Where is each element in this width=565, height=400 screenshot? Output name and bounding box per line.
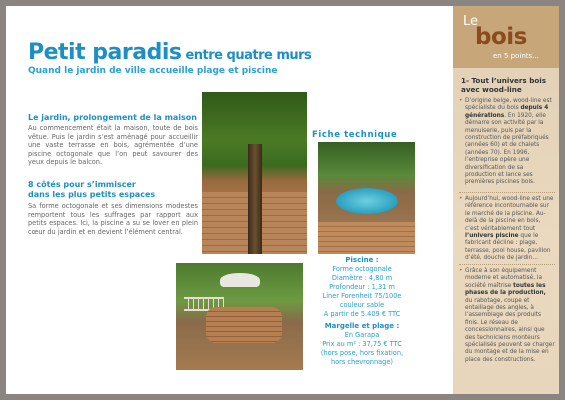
piscine-line: Profondeur : 1,31 m — [329, 283, 395, 291]
octagonal-pool-shape — [206, 307, 282, 343]
sidebar-divider — [459, 192, 555, 193]
bullet-bold: toutes les phases de la production, — [465, 282, 546, 297]
technical-specs — [302, 256, 422, 367]
bullet-text: Aujourd’hui, wood-line est une référence incontournable sur le marché de la piscine. Au-delà de la piscine en bois, c’est véritablement tout — [465, 196, 554, 232]
garden-tree-photo — [202, 92, 307, 254]
bullet-text: . En 1920, elle démarre son activité par la menuiserie, puis par la construction de préfabriqués (années 60) et de chalets (années 70). En 1996, l’entreprise opère une diversification de sa production et lance ses premières piscines bois. — [465, 112, 549, 186]
page-title — [28, 40, 311, 65]
margelle-label: Margelle et plage : — [324, 322, 400, 330]
piscine-line: Forme octogonale — [332, 265, 392, 273]
section1-heading: Le jardin, prolongement de la maison — [28, 113, 197, 122]
page-subtitle: Quand le jardin de ville accueille plage et piscine — [28, 66, 278, 76]
sidebar-bois: bois — [475, 24, 527, 50]
sidebar-panel — [453, 6, 559, 394]
piscine-line: couleur sable — [339, 301, 385, 309]
pool-photo-bottom — [176, 263, 303, 370]
bullet-dot-icon: • — [459, 196, 463, 202]
piscine-line: A partir de 5.409 € TTC — [323, 310, 401, 318]
tree-trunk-shape — [248, 144, 262, 254]
margelle-line: En Garapa — [344, 331, 380, 339]
sidebar-heading: 1- Tout l’univers bois avec wood-line — [461, 76, 547, 94]
fiche-title: Fiche technique — [312, 130, 398, 140]
piscine-label: Piscine : — [345, 256, 379, 264]
pool-water-shape — [336, 188, 398, 214]
section2-text: Sa forme octogonale et ses dimensions modestes remportent tous les suffrages par rapport aux petits espaces. Ici, la piscine a su se lover en plein cœur du jardin et en devient l’élément central. — [28, 202, 198, 236]
page — [6, 6, 559, 394]
sidebar-bullet — [459, 98, 555, 187]
sidebar-le: Le — [463, 14, 479, 29]
umbrella-shape — [220, 273, 260, 287]
margelle-line: hors chevronnage) — [330, 358, 394, 366]
bullet-bold: depuis 4 générations — [465, 105, 549, 119]
bullet-dot-icon: • — [459, 268, 463, 274]
section1-text: Au commencement était la maison, toute de bois vêtue. Puis le jardin s’est aménagé pour accueillir une vaste terrasse en bois, agrémentée d’une piscine octogonale que l’on peut savourer des yeux depuis le balcon. — [28, 124, 198, 167]
sidebar-bullet — [459, 196, 555, 263]
sidebar-subtitle: en 5 points... — [493, 52, 539, 60]
section2-heading-line1: 8 côtés pour s’immiscer — [28, 180, 136, 189]
pool-photo-top — [318, 142, 415, 254]
bullet-text: du rabotage, coupe et entaillage des angles, à l’assemblage des produits finis. Le réseau de concessionnaires, ainsi que des techniciens monteurs spécialisés peuvent se charger du montage et de la mise en place des constructions. — [465, 297, 555, 363]
sidebar-divider — [459, 264, 555, 265]
piscine-line: Liner Forenheit 75/100e — [322, 292, 402, 300]
piscine-line: Diamètre : 4,80 m — [331, 274, 393, 282]
bullet-bold: l’univers piscine — [465, 233, 519, 240]
bullet-text: que le fabricant décline : plage, terrasse, pool house, pavillon d’été, douche de jardin… — [465, 233, 551, 262]
margelle-line: Prix au m² : 37,75 € TTC — [322, 340, 402, 348]
bullet-dot-icon: • — [459, 98, 463, 104]
deck-shape — [318, 222, 415, 254]
sidebar-bullet — [459, 268, 555, 364]
section2-heading — [28, 180, 198, 200]
title-secondary: entre quatre murs — [181, 48, 312, 63]
section2-heading-line2: dans les plus petits espaces — [28, 190, 156, 199]
margelle-line: (hors pose, hors fixation, — [320, 349, 404, 357]
title-main: Petit paradis — [28, 40, 182, 65]
bullet-text: Grâce à son équipement moderne et automatisé, la société maîtrise — [465, 268, 543, 289]
sidebar-header — [453, 6, 559, 68]
bullet-text: D’origine belge, wood-line est spécialiste du bois — [465, 98, 552, 112]
